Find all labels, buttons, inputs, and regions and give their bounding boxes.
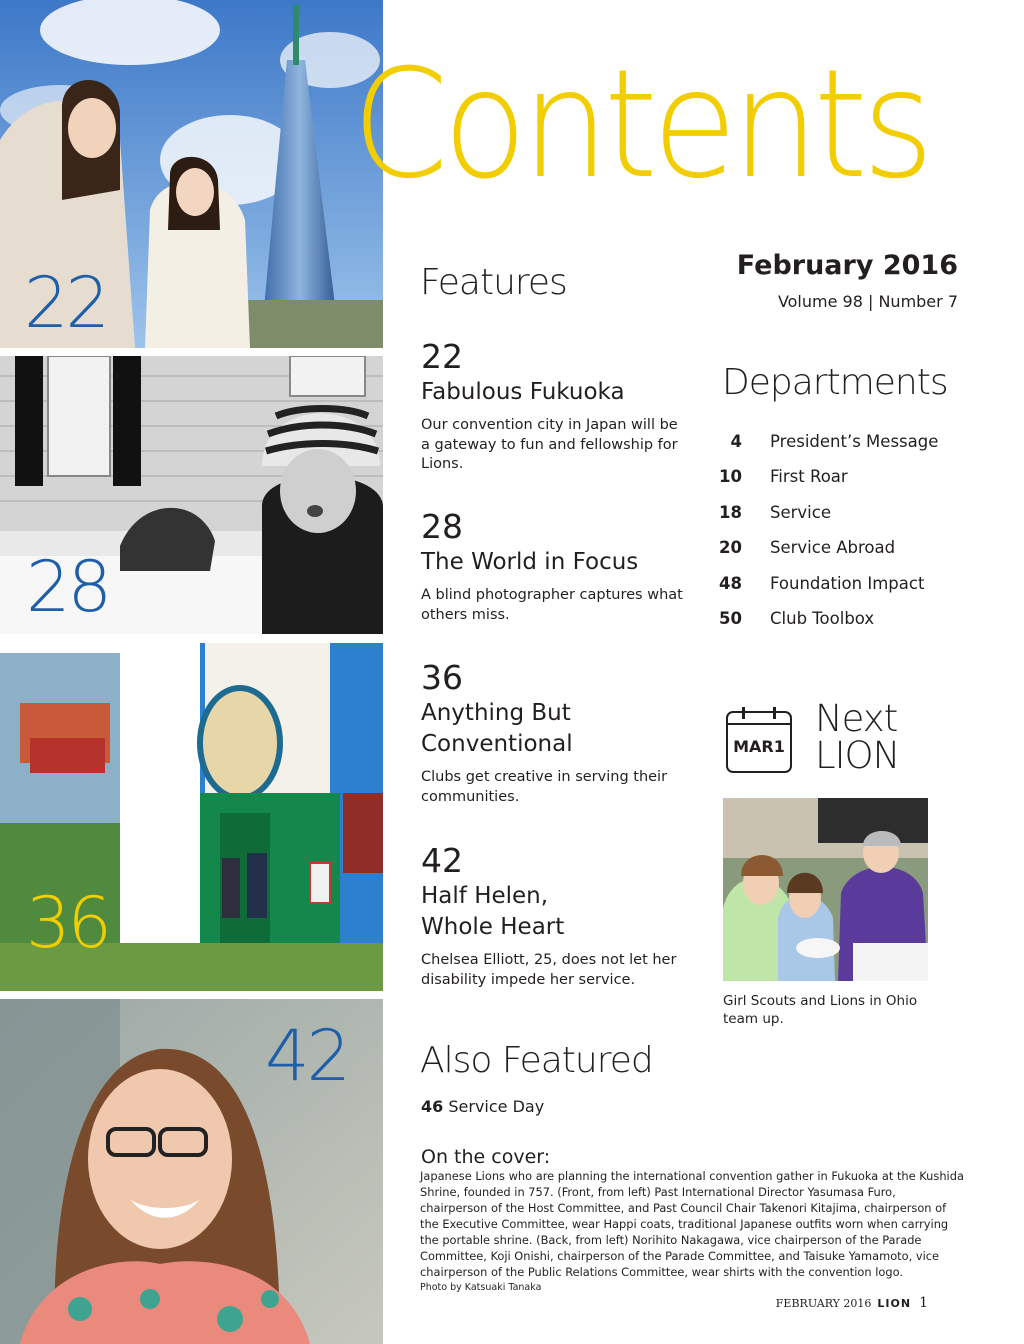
also-featured-heading: Also Featured — [420, 1040, 653, 1081]
department-label: First Roar — [770, 467, 848, 486]
department-item[interactable] — [700, 574, 960, 598]
calendar-date: MAR1 — [733, 737, 785, 756]
page-number: 1 — [919, 1295, 928, 1311]
feature-22-number: 22 — [24, 262, 108, 344]
department-item[interactable] — [700, 432, 960, 456]
page-footer — [776, 1295, 928, 1311]
photo-thurmont — [0, 643, 383, 991]
feature-page: 36 — [421, 658, 463, 697]
feature-28-number: 28 — [26, 546, 110, 628]
departments-heading: Departments — [722, 362, 948, 403]
cover-description: Japanese Lions who are planning the international convention gather in Fukuoka at the Kushida Shrine, founded in 757. (Front, from left) Past International Director Yasumasa Furo, chairperson of the Host Committee, and Past Council Chair Takenori Kitajima, chairperson of the Executive Committee, wear Happi coats, traditional Japanese outfits worn when carrying the portable shrine. (Back, from left) Norihito Nakagawa, vice chairperson of the Parade Committee, Koji Onishi, chairperson of the Parade Committee, and Taisuke Yamamoto, vice chairperson of the Public Relations Committee, wear shirts with the convention logo. — [420, 1169, 964, 1279]
features-heading: Features — [420, 262, 567, 303]
department-page: 48 — [719, 574, 742, 593]
page-title: Contents — [352, 38, 929, 212]
also-featured-item[interactable] — [421, 1097, 544, 1116]
photo-girl-scouts — [723, 798, 928, 981]
feature-page: 28 — [421, 507, 463, 546]
department-page: 10 — [719, 467, 742, 486]
feature-42-number: 42 — [265, 1015, 349, 1097]
footer-brand: LION — [877, 1297, 912, 1310]
department-item[interactable] — [700, 503, 960, 527]
feature-item[interactable] — [421, 337, 691, 475]
department-item[interactable] — [700, 609, 960, 633]
calendar-bar — [728, 723, 790, 725]
photo-fukuoka — [0, 0, 383, 348]
feature-title: Anything But — [421, 700, 571, 726]
department-label: Service Abroad — [770, 538, 896, 557]
feature-title-line2: Conventional — [421, 731, 573, 757]
feature-title: Half Helen, — [421, 883, 549, 909]
feature-item[interactable] — [421, 507, 691, 625]
feature-description: A blind photographer captures what others miss. — [421, 587, 683, 623]
issue-volume-number — [778, 292, 958, 311]
issue-date: February 2016 — [736, 250, 958, 281]
number-label: Number 7 — [878, 292, 958, 311]
also-featured-page: 46 — [421, 1097, 444, 1116]
department-label: Service — [770, 503, 831, 522]
photo-chelsea-elliott — [0, 999, 383, 1344]
department-page: 4 — [730, 432, 742, 451]
feature-36-number: 36 — [26, 882, 110, 964]
feature-description: Clubs get creative in serving their communities. — [421, 769, 668, 805]
calendar-icon — [726, 711, 792, 773]
photo-world-in-focus — [0, 356, 383, 634]
department-label: Foundation Impact — [770, 574, 925, 593]
feature-page: 42 — [421, 841, 463, 880]
cover-heading: On the cover: — [421, 1146, 551, 1168]
next-issue-line2: LION — [815, 734, 900, 777]
feature-item[interactable] — [421, 841, 701, 990]
department-page: 50 — [719, 609, 742, 628]
feature-description: Our convention city in Japan will be a gateway to fun and fellowship for Lions. — [421, 417, 678, 472]
photo-caption: Girl Scouts and Lions in Ohio team up. — [723, 993, 918, 1027]
calendar-ring — [742, 707, 745, 719]
footer-issue: FEBRUARY 2016 — [775, 1297, 872, 1310]
feature-title: Fabulous Fukuoka — [421, 379, 625, 405]
next-issue-label — [815, 697, 900, 777]
feature-description: Chelsea Elliott, 25, does not let her disability impede her service. — [421, 952, 677, 988]
feature-page: 22 — [421, 337, 463, 376]
department-item[interactable] — [700, 467, 960, 491]
next-issue-line1: Next — [815, 697, 898, 740]
calendar-ring — [773, 707, 776, 719]
photo-credit: Photo by Katsuaki Tanaka — [420, 1282, 542, 1293]
also-featured-label: Service Day — [448, 1097, 545, 1116]
department-page: 18 — [719, 503, 742, 522]
volume-separator: | — [862, 292, 879, 311]
department-item[interactable] — [700, 538, 960, 562]
department-label: Club Toolbox — [770, 609, 875, 628]
feature-item[interactable] — [421, 658, 691, 807]
department-label: President’s Message — [770, 432, 939, 451]
feature-title: The World in Focus — [421, 549, 639, 575]
feature-title-line2: Whole Heart — [421, 914, 565, 940]
volume-label: Volume 98 — [777, 292, 863, 311]
department-page: 20 — [719, 538, 742, 557]
